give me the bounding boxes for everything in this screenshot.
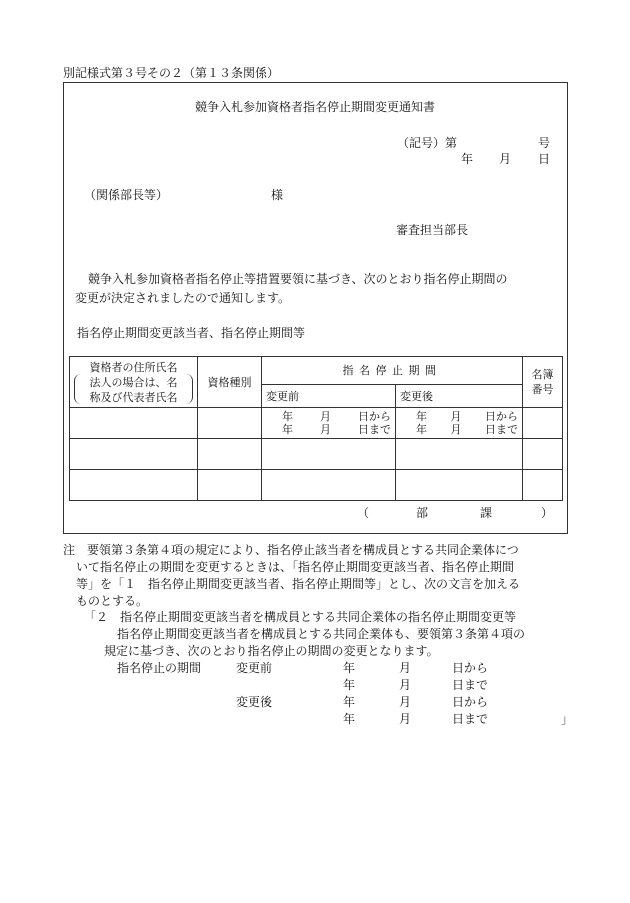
name-header — [70, 357, 198, 408]
quote-close: 」 — [561, 712, 574, 726]
period-label: 指名停止の期間 — [117, 661, 202, 675]
list-number-line1: 名簿 — [531, 368, 554, 381]
list-number-line2: 番号 — [531, 383, 554, 396]
note-line-2: いて指名停止の期間を変更するときは、「指名停止期間変更該当者、指名停止期間 — [76, 560, 515, 574]
quote-line-3: 規定に基づき、次のとおり指名停止の期間の変更となります。 — [104, 644, 439, 658]
date-year: 年 — [461, 152, 474, 166]
dept-close-paren: ） — [541, 506, 554, 520]
note-after-to-day: 日まで — [452, 712, 489, 726]
body-line-2: 変更が決定されましたので通知します。 — [75, 291, 291, 305]
document-title: 競争入札参加資格者指名停止期間変更通知書 — [194, 100, 435, 114]
cell-type — [198, 408, 262, 439]
note-after-from-day: 日から — [452, 695, 489, 709]
note-line-1: 注 要領第３条第４項の規定により、指名停止該当者を構成員とする共同企業体につ — [63, 543, 519, 557]
before-to-year: 年 — [282, 423, 293, 436]
section-heading: 指名停止期間変更該当者、指名停止期間等 — [77, 326, 306, 340]
before-from-day: 日から — [358, 410, 391, 423]
ref-suffix: 号 — [538, 136, 551, 150]
ref-prefix: （記号）第 — [397, 136, 458, 150]
before-header: 変更前 — [262, 384, 396, 407]
sender: 審査担当部長 — [396, 223, 469, 237]
table-row — [70, 470, 563, 501]
body-line-1: 競争入札参加資格者指名停止等措置要領に基づき、次のとおり指名停止期間の — [88, 272, 508, 286]
cell-list-number — [523, 408, 563, 439]
note-after-to-year: 年 — [343, 712, 356, 726]
after-label: 変更後 — [236, 695, 273, 709]
after-to-day: 日まで — [485, 423, 518, 436]
quote-line-1: 「２ 指名停止期間変更該当者を構成員とする共同企業体の指名停止期間変更等 — [84, 610, 517, 624]
before-from-year: 年 — [282, 410, 293, 423]
after-from-year: 年 — [416, 410, 427, 423]
dept-ka: 課 — [480, 506, 493, 520]
after-header: 変更後 — [396, 384, 523, 407]
note-before-to-year: 年 — [343, 678, 356, 692]
note-before-to-day: 日まで — [452, 678, 489, 692]
type-header: 資格種別 — [198, 357, 262, 408]
period-header: 指名停止期間 — [262, 357, 523, 385]
note-after-from-year: 年 — [343, 695, 356, 709]
addressee-label: （関係部長等） — [84, 188, 169, 202]
before-label: 変更前 — [236, 661, 273, 675]
after-from-month: 月 — [450, 410, 462, 423]
note-after-to-month: 月 — [399, 712, 412, 726]
dept-open-paren: （ — [357, 506, 370, 520]
cell-after-period — [396, 408, 523, 439]
addressee-sama: 様 — [271, 188, 284, 202]
period-table — [69, 356, 563, 501]
date-day: 日 — [538, 152, 551, 166]
name-header-line3: 称及び代表者氏名 — [89, 390, 178, 404]
note-line-3: 等」を「１ 指名停止期間変更該当者、指名停止期間等」とし、次の文言を加える — [76, 577, 521, 591]
date-month: 月 — [499, 152, 512, 166]
cell-name — [70, 408, 198, 439]
cell-before-period — [262, 408, 396, 439]
note-before-from-day: 日から — [452, 661, 489, 675]
name-header-line1: 資格者の住所氏名 — [89, 360, 178, 374]
before-to-month: 月 — [320, 423, 331, 436]
table-row — [70, 439, 563, 470]
note-before-to-month: 月 — [399, 678, 412, 692]
note-before-from-month: 月 — [399, 661, 412, 675]
after-from-day: 日から — [485, 410, 518, 423]
note-line-4: ものとする。 — [76, 594, 149, 608]
note-before-from-year: 年 — [343, 661, 356, 675]
after-to-month: 月 — [450, 423, 462, 436]
dept-bu: 部 — [416, 506, 429, 520]
list-number-header — [523, 357, 563, 408]
quote-line-2: 指名停止期間変更該当者を構成員とする共同企業体も、要領第３条第４項の — [117, 627, 526, 641]
form-label: 別記様式第３号その２（第１３条関係） — [63, 66, 280, 80]
before-to-day: 日まで — [358, 423, 391, 436]
name-header-line2: 法人の場合は、名 — [89, 375, 178, 389]
after-to-year: 年 — [416, 423, 427, 436]
note-after-from-month: 月 — [399, 695, 412, 709]
header-bracket — [74, 374, 193, 404]
before-from-month: 月 — [320, 410, 331, 423]
